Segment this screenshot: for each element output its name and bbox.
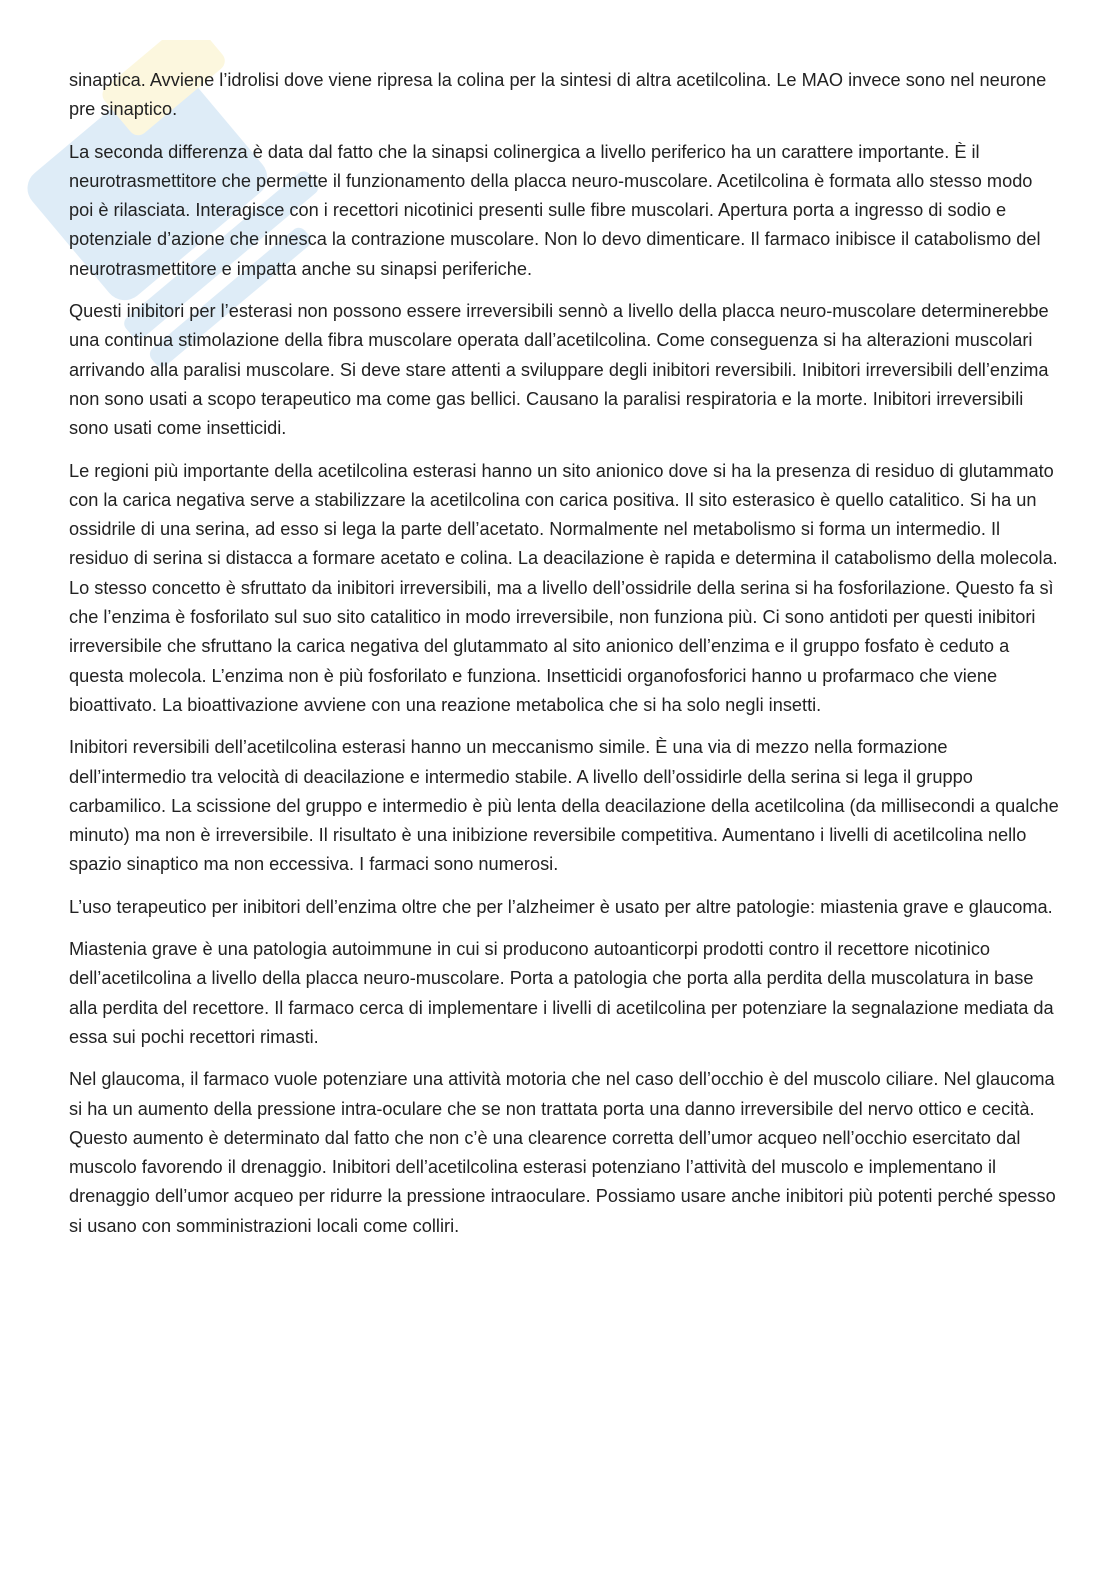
paragraph-5: Inibitori reversibili dell’acetilcolina esterasi hanno un meccanismo simile. È una via di mezzo nella formazione dell’intermedio tra velocità di deacilazione e intermedio stabile. A livello dell’ossidirle della serina si lega il gruppo carbamilico. La scissione del gruppo e intermedio è più lenta della deacilazione della acetilcolina (da millisecondi a qualche minuto) ma non è irreversibile. Il risultato è una inibizione reversibile competitiva. Aumentano i livelli di acetilcolina nello spazio sinaptico ma non eccessiva. I farmaci sono numerosi. [69,737,1059,875]
paragraph-2: La seconda differenza è data dal fatto che la sinapsi colinergica a livello periferico ha un carattere importante. È il neurotrasmettitore che permette il funzionamento della placca neuro-muscolare. Acetilcolina è formata allo stesso modo poi è rilasciata. Interagisce con i recettori nicotinici presenti sulle fibre muscolari. Apertura porta a ingresso di sodio e potenziale d’azione che innesca la contrazione muscolare. Non lo devo dimenticare. Il farmaco inibisce il catabolismo del neurotrasmettitore e impatta anche su sinapsi periferiche. [69,141,1041,279]
document-body [69,66,1059,1254]
paragraph-8: Nel glaucoma, il farmaco vuole potenziare una attività motoria che nel caso dell’occhio è del muscolo ciliare. Nel glaucoma si ha un aumento della pressione intra-oculare che se non trattata porta una danno irreversibile del nervo ottico e cecità. Questo aumento è determinato dal fatto che non c’è una clearence corretta dell’umor acqueo nell’occhio esercitato dal muscolo favorendo il drenaggio. Inibitori dell’acetilcolina esterasi potenziano l’attività del muscolo e implementano il drenaggio dell’umor acqueo per ridurre la pressione intraoculare. Possiamo usare anche inibitori più potenti perché spesso si usano con somministrazioni locali come colliri. [69,1069,1056,1236]
paragraph-4: Le regioni più importante della acetilcolina esterasi hanno un sito anionico dove si ha la presenza di residuo di glutammato con la carica negativa serve a stabilizzare la acetilcolina con carica positiva. Il sito esterasico è quello catalitico. Si ha un ossidrile di una serina, ad esso si lega la parte dell’acetato. Normalmente nel metabolismo si forma un intermedio. Il residuo di serina si distacca a formare acetato e colina. La deacilazione è rapida e determina il catabolismo della molecola. Lo stesso concetto è sfruttato da inibitori irreversibili, ma a livello dell’ossidrile della serina si ha fosforilazione. Questo fa sì che l’enzima è fosforilato sul suo sito catalitico in modo irreversibile, non funziona più. Ci sono antidoti per questi inibitori irreversibile che sfruttano la carica negativa del glutammato al sito anionico dell’enzima e il gruppo fosfato è ceduto a questa molecola. L’enzima non è più fosforilato e funziona. Insetticidi organofosforici hanno u profarmaco che viene bioattivato. La bioattivazione avviene con una reazione metabolica che si ha solo negli insetti. [69,460,1058,715]
paragraph-7: Miastenia grave è una patologia autoimmune in cui si producono autoanticorpi prodotti contro il recettore nicotinico dell’acetilcolina a livello della placca neuro-muscolare. Porta a patologia che porta alla perdita della muscolatura in base alla perdita del recettore. Il farmaco cerca di implementare i livelli di acetilcolina per potenziare la segnalazione mediata da essa sui pochi recettori rimasti. [69,939,1054,1047]
paragraph-1: sinaptica. Avviene l’idrolisi dove viene ripresa la colina per la sintesi di altra acetilcolina. Le MAO invece sono nel neurone pre sinaptico. [69,70,1047,120]
paragraph-3: Questi inibitori per l’esterasi non possono essere irreversibili sennò a livello della placca neuro-muscolare determinerebbe una continua stimolazione della fibra muscolare operata dall’acetilcolina. Come conseguenza si ha alterazioni muscolari arrivando alla paralisi muscolare. Si deve stare attenti a sviluppare degli inibitori reversibili. Inibitori irreversibili dell’enzima non sono usati a scopo terapeutico ma come gas bellici. Causano la paralisi respiratoria e la morte. Inibitori irreversibili sono usati come insetticidi. [69,301,1049,439]
paragraph-6: L’uso terapeutico per inibitori dell’enzima oltre che per l’alzheimer è usato per altre patologie: miastenia grave e glaucoma. [69,896,1053,917]
